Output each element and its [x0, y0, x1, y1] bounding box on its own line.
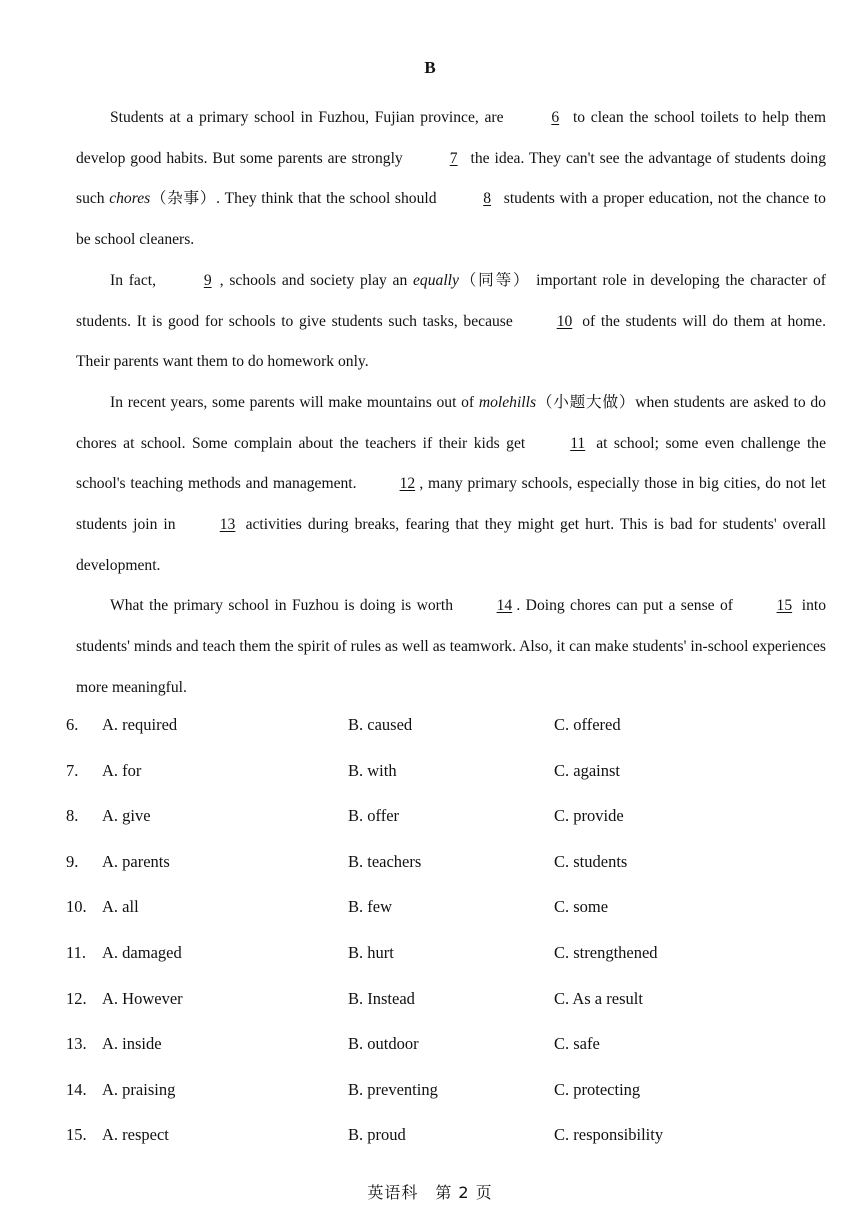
passage-text: . Doing chores can put a sense of [516, 597, 733, 615]
italic-term-molehills: molehills [478, 393, 537, 411]
italic-term-chores: chores [109, 190, 151, 208]
passage-text: when students are asked to do chores at school. Some complain about the teachers if their kids get [76, 393, 826, 452]
blank-7: 7 [449, 149, 458, 167]
blank-15: 15 [776, 597, 793, 615]
question-row [66, 977, 786, 1023]
question-row [66, 794, 786, 840]
option-a: A. respect [102, 1125, 169, 1145]
option-a: A. parents [102, 851, 170, 871]
blank-6: 6 [551, 109, 560, 126]
paragraph-1 [76, 98, 826, 261]
passage-text: into students' minds and teach them the spirit of rules as well as teamwork. Also, it can make students' in-school experiences more meaningful. [76, 597, 826, 696]
question-row [66, 931, 786, 977]
option-c: C. As a result [554, 988, 643, 1008]
question-number: 14. [66, 1079, 87, 1099]
option-b: B. caused [348, 715, 413, 734]
option-c: C. offered [554, 715, 621, 734]
blank-8: 8 [483, 190, 492, 208]
option-b: B. proud [348, 1125, 406, 1145]
option-c: C. students [554, 851, 628, 871]
passage-text: Students at a primary school in Fuzhou, Fujian province, are [110, 109, 504, 126]
option-b: B. hurt [348, 942, 394, 962]
section-title: B [424, 58, 436, 77]
question-number: 13. [66, 1034, 87, 1054]
passage-text: students with a proper education, not the chance to be school cleaners. [76, 190, 826, 249]
question-row [66, 703, 786, 749]
blank-14: 14 [496, 597, 513, 615]
question-row [66, 1068, 786, 1114]
option-a: A. However [102, 988, 183, 1008]
paragraph-2 [76, 261, 826, 383]
gloss-chores: （杂事） [150, 190, 217, 208]
option-a: A. damaged [102, 942, 182, 962]
option-a: A. all [102, 897, 139, 917]
answer-options [66, 703, 786, 1159]
passage-text: What the primary school in Fuzhou is doing is worth [110, 597, 453, 615]
option-a: A. required [102, 715, 178, 734]
question-number: 12. [66, 988, 87, 1008]
option-b: B. preventing [348, 1079, 438, 1099]
option-c: C. responsibility [554, 1125, 664, 1145]
passage-text: , schools and society play an [219, 271, 408, 289]
paragraph-3 [76, 383, 826, 587]
option-c: C. some [554, 897, 609, 917]
option-b: B. with [348, 760, 397, 780]
page-footer: 英语科 第 2 页 [367, 1183, 493, 1202]
passage-text: important role in developing the character of students. It is good for schools to give students such tasks, because [76, 271, 826, 330]
option-b: B. Instead [348, 988, 415, 1008]
passage-text: activities during breaks, fearing that they might get hurt. This is bad for students' overall development. [76, 516, 826, 574]
option-c: C. safe [554, 1034, 600, 1054]
option-c: C. protecting [554, 1079, 641, 1099]
question-number: 15. [66, 1125, 87, 1145]
passage-text: . They think that the school should [216, 190, 437, 208]
option-a: A. give [102, 806, 151, 826]
option-b: B. outdoor [348, 1034, 419, 1054]
passage-text: In fact, [110, 271, 156, 289]
option-a: A. for [102, 760, 142, 780]
blank-12: 12 [399, 475, 416, 493]
blank-13: 13 [219, 516, 236, 534]
question-row [66, 1113, 786, 1159]
cloze-passage [76, 98, 826, 709]
question-row [66, 840, 786, 886]
question-number: 8. [66, 806, 79, 826]
passage-text: the idea. They can't see the advantage of students doing such [76, 149, 826, 208]
blank-10: 10 [556, 312, 573, 330]
question-number: 9. [66, 851, 79, 871]
option-c: C. strengthened [554, 942, 658, 962]
option-a: A. praising [102, 1079, 176, 1099]
italic-term-equally: equally [413, 271, 459, 289]
option-b: B. teachers [348, 851, 422, 871]
question-number: 7. [66, 760, 79, 780]
blank-9: 9 [203, 271, 212, 289]
question-row [66, 885, 786, 931]
question-row [66, 749, 786, 795]
question-number: 10. [66, 897, 87, 917]
question-number: 6. [66, 715, 79, 734]
option-b: B. few [348, 897, 392, 917]
question-row [66, 1022, 786, 1068]
gloss-molehills: （小题大做） [536, 393, 636, 411]
passage-text: In recent years, some parents will make mountains out of [110, 393, 475, 411]
blank-11: 11 [570, 434, 586, 452]
passage-text: at school; some even challenge the school's teaching methods and management. [76, 434, 827, 493]
passage-text: to clean the school toilets to help them develop good habits. But some parents are strongly [76, 109, 826, 167]
option-a: A. inside [102, 1034, 162, 1054]
passage-text: , many primary schools, especially those in big cities, do not let students join in [76, 475, 826, 534]
option-b: B. offer [348, 806, 400, 826]
option-c: C. against [554, 760, 620, 780]
gloss-equally: （同等） [458, 271, 531, 289]
paragraph-4 [76, 586, 826, 708]
option-c: C. provide [554, 806, 624, 826]
passage-text: of the students will do them at home. Their parents want them to do homework only. [76, 312, 826, 371]
question-number: 11. [66, 942, 87, 962]
